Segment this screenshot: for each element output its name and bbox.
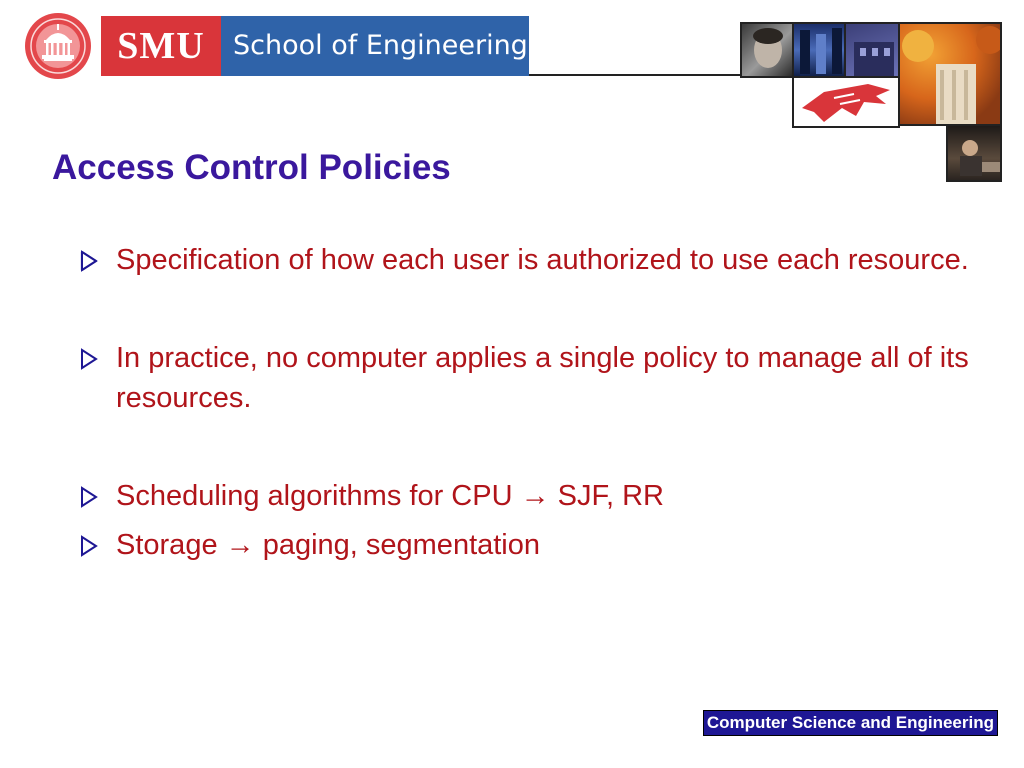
bullet-item <box>78 525 998 565</box>
bullet-text: Specification of how each user is authorized to use each resource. <box>116 244 969 276</box>
autumn-campus-photo <box>898 22 1002 126</box>
bullet-text: Storage <box>116 529 226 561</box>
server-room-photo <box>792 22 846 78</box>
bullet-item <box>78 338 998 418</box>
right-arrow-icon: → <box>520 480 550 512</box>
smu-logo: SMU <box>101 16 221 76</box>
mustang-logo-photo <box>792 76 900 128</box>
arrowhead-bullet-icon <box>78 339 104 377</box>
bullet-item <box>78 240 998 280</box>
bullet-text: paging, segmentation <box>254 529 541 561</box>
bullet-text: SJF, RR <box>549 480 664 512</box>
arrowhead-bullet-icon <box>78 477 104 515</box>
students-photo <box>946 124 1002 182</box>
photo-collage <box>740 22 1002 182</box>
school-name-banner: School of Engineering <box>221 16 529 76</box>
arrowhead-bullet-icon <box>78 241 104 279</box>
header-rule <box>529 74 742 76</box>
bullet-text: Scheduling algorithms for CPU <box>116 480 521 512</box>
smu-seal-icon <box>24 12 92 80</box>
bullet-item <box>78 476 998 516</box>
bullet-list <box>78 240 998 565</box>
right-arrow-icon: → <box>225 529 255 561</box>
arrowhead-bullet-icon <box>78 526 104 564</box>
bullet-text: In practice, no computer applies a single policy to manage all of its resources. <box>116 342 969 414</box>
portrait-photo <box>740 22 794 78</box>
slide-title: Access Control Policies <box>52 148 451 187</box>
footer-label: Computer Science and Engineering <box>703 710 998 736</box>
campus-building-photo <box>844 22 900 78</box>
